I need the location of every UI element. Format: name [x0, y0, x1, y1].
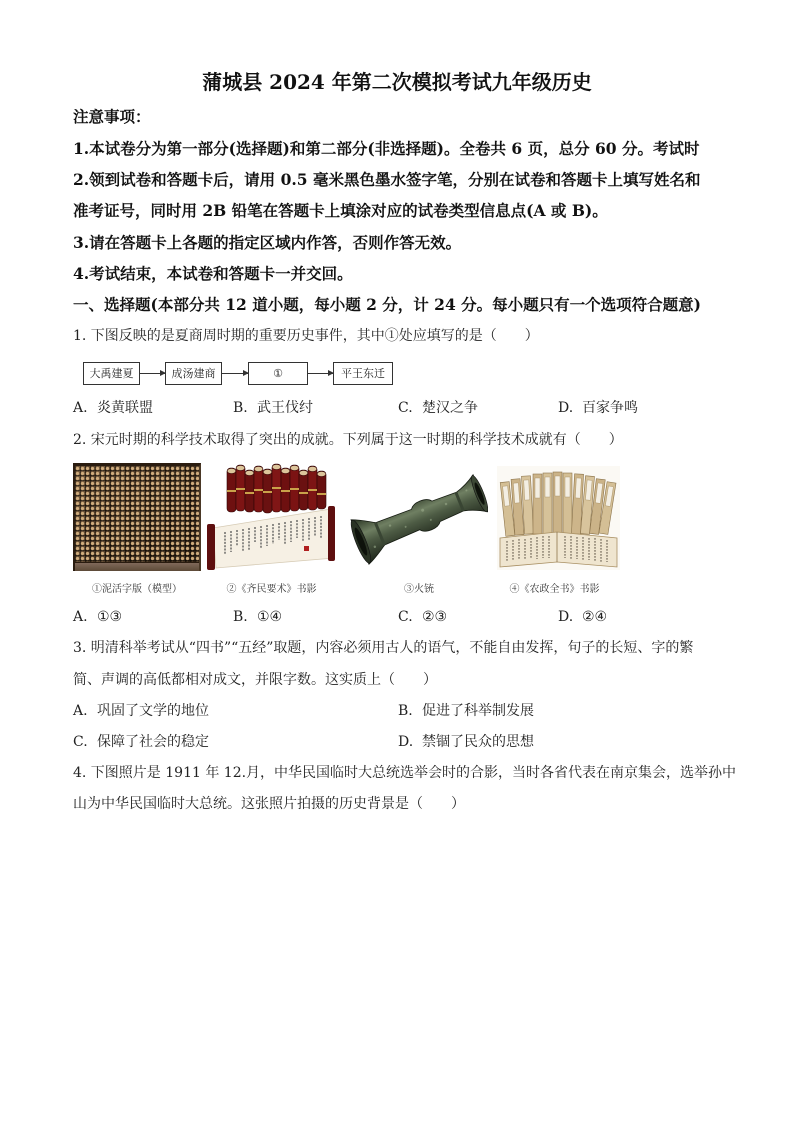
- option-text: 保障了社会的稳定: [97, 734, 209, 750]
- figure-caption: ①泥活字版（模型）: [92, 584, 182, 595]
- scroll-illustration: [205, 462, 338, 571]
- option-label: B.: [233, 609, 248, 625]
- notice-line: 准考证号，同时用 2B 铅笔在答题卡上填涂对应的试卷类型信息点(A 或 B)。: [73, 201, 608, 220]
- figure-caption: ④《农政全书》书影: [509, 584, 600, 595]
- flow-arrow: [308, 373, 333, 374]
- section-heading: 一、选择题(本部分共 12 道小题，每小题 2 分，计 24 分。每小题只有一个选项符合题意): [73, 295, 701, 314]
- option-label: B.: [398, 703, 413, 719]
- question-3-stem: 3. 明清科举考试从“四书”“五经”取题，内容必须用古人的语气，不能自由发挥，句子的长短、字的繁: [73, 640, 694, 656]
- option-label: D.: [558, 609, 574, 625]
- question-4-stem: 4. 下图照片是 1911 年 12.月，中华民国临时大总统选举会时的合影，当时各省代表在南京集会，选举孙中: [73, 765, 737, 781]
- option-label: D.: [398, 734, 414, 750]
- option-text: ②③: [422, 609, 448, 625]
- notice-line: 1.本试卷分为第一部分(选择题)和第二部分(非选择题)。全卷共 6 页，总分 60 分。考试时: [73, 139, 700, 158]
- flow-step: 成汤建商: [165, 362, 222, 385]
- option-text: ①③: [97, 609, 123, 625]
- question-2-stem: 2. 宋元时期的科学技术取得了突出的成就。下列属于这一时期的科学技术成就有（ ）: [73, 432, 623, 448]
- books-illustration: [497, 466, 620, 570]
- figure-caption: ③火铳: [404, 584, 434, 595]
- option-text: 楚汉之争: [422, 400, 478, 416]
- option-d: [558, 607, 607, 627]
- option-label: A.: [73, 703, 88, 719]
- option-b: [398, 701, 534, 721]
- qimin-yaoshu-scroll-photo: [205, 462, 338, 571]
- option-text: ①④: [257, 609, 283, 625]
- option-d: [558, 398, 638, 418]
- option-d: [398, 732, 534, 752]
- option-b: [233, 607, 282, 627]
- option-b: [233, 398, 313, 418]
- movable-type-model-photo: [73, 463, 201, 571]
- option-c: [73, 732, 209, 752]
- question-1-stem: 1. 下图反映的是夏商周时期的重要历史事件，其中①处应填写的是（ ）: [73, 328, 539, 344]
- option-a: [73, 701, 209, 721]
- flow-arrow: [140, 373, 165, 374]
- notice-line: 4.考试结束，本试卷和答题卡一并交回。: [73, 264, 353, 283]
- figure-caption: ②《齐民要术》书影: [226, 584, 317, 595]
- notice-line: 3.请在答题卡上各题的指定区域内作答，否则作答无效。: [73, 233, 462, 252]
- option-label: D.: [558, 400, 574, 416]
- option-a: [73, 398, 153, 418]
- option-label: C.: [73, 734, 88, 750]
- option-a: [73, 607, 122, 627]
- option-text: 武王伐纣: [257, 400, 313, 416]
- cannon-illustration: [350, 470, 488, 570]
- flow-arrow: [222, 373, 248, 374]
- option-label: A.: [73, 400, 88, 416]
- option-text: ②④: [582, 609, 608, 625]
- option-text: 炎黄联盟: [97, 400, 153, 416]
- option-text: 禁锢了民众的思想: [422, 734, 534, 750]
- question-4-stem: 山为中华民国临时大总统。这张照片拍摄的历史背景是（ ）: [73, 796, 465, 812]
- option-c: [398, 607, 447, 627]
- option-text: 百家争鸣: [582, 400, 638, 416]
- flow-step: 大禹建夏: [83, 362, 140, 385]
- flow-step-blank: ①: [248, 362, 308, 385]
- notice-heading: 注意事项：: [73, 107, 151, 126]
- bronze-hand-cannon-photo: [350, 470, 488, 570]
- nongzheng-quanshu-books-photo: [497, 466, 620, 570]
- option-label: A.: [73, 609, 88, 625]
- option-label: C.: [398, 400, 413, 416]
- option-text: 促进了科举制发展: [422, 703, 534, 719]
- page-title: 蒲城县 2024 年第二次模拟考试九年级历史: [202, 70, 592, 94]
- option-label: B.: [233, 400, 248, 416]
- option-c: [398, 398, 478, 418]
- tray-edge: [75, 562, 199, 571]
- option-text: 巩固了文学的地位: [97, 703, 209, 719]
- notice-line: 2.领到试卷和答题卡后，请用 0.5 毫米黑色墨水签字笔，分别在试卷和答题卡上填写姓名和: [73, 170, 701, 189]
- question-3-stem: 简、声调的高低都相对成文，并限字数。这实质上（ ）: [73, 672, 437, 688]
- option-label: C.: [398, 609, 413, 625]
- flow-step: 平王东迁: [333, 362, 393, 385]
